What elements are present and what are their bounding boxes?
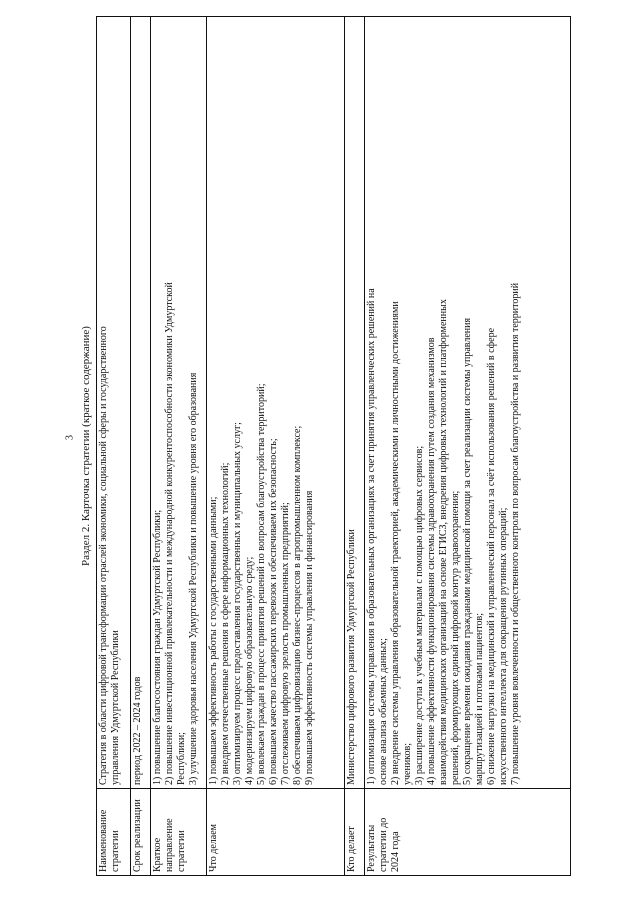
- row-value-cell: [345, 17, 365, 789]
- row-value-cell: [207, 17, 345, 789]
- row-value-line: Республики;: [176, 732, 187, 785]
- rotated-page-content: [70, 16, 570, 876]
- row-value-line: 5) сокращение времени ожидания гражданами медицинской помощи за счет реализации системы управления: [462, 317, 473, 785]
- section-title: Раздел 2. Карточка стратегии (краткое содержание): [80, 326, 92, 566]
- row-value-line: 2) внедрение системы управления образовательной траекторией, академическими и личностными достижениями: [390, 301, 401, 785]
- row-value-line: 9) повышаем эффективность системы управления и финансирования: [304, 490, 315, 785]
- row-value-line: 7) отслеживаем цифровую зрелость промышленных предприятий;: [280, 502, 291, 785]
- row-value-cell: [131, 17, 151, 789]
- row-value-line: решений, формирующих единый цифровой контур здравоохранения;: [450, 490, 461, 785]
- row-value-line: 4) повышение эффективности функционирования системы здравоохранения путем создания механизмов: [426, 337, 437, 785]
- row-value-line: Стратегия в области цифровой трансформации отраслей экономики, социальной сферы и государственного: [98, 326, 109, 785]
- row-label-line: стратегии: [110, 830, 121, 872]
- row-label-line: Кто делает: [346, 826, 357, 872]
- row-value-line: 6) снижение нагрузки на медицинский и управленческий персонал за счёт использования решений в сфере: [486, 327, 497, 785]
- row-label-line: Краткое: [152, 837, 163, 872]
- row-label-line: Что делаем: [208, 824, 219, 872]
- row-value-line: 2) внедряем отечественные решения в сфере информационных технологий;: [220, 462, 231, 785]
- row-value-line: учеников;: [402, 742, 413, 785]
- row-value-line: 6) повышаем качество пассажирских перевозок и обеспечиваем их безопасность;: [268, 438, 279, 785]
- row-value-line: 3) оптимизируем процесс предоставления государственных и муниципальных услуг;: [232, 422, 243, 785]
- row-label-line: направление: [164, 818, 175, 872]
- row-value-line: управления Удмуртской Республики: [110, 630, 121, 785]
- row-label-line: Результаты: [366, 824, 377, 872]
- row-label-line: Наименование: [98, 809, 109, 872]
- table-row: [365, 17, 571, 876]
- row-label-line: стратегии: [176, 830, 187, 872]
- row-value-line: 3) улучшение здоровья населения Удмуртской Республики и повышение уровня его образования: [188, 372, 199, 785]
- row-value-line: 4) модернизируем цифровую образовательную среду;: [244, 556, 255, 785]
- row-label-cell: [151, 789, 207, 876]
- row-value-line: 8) обеспечиваем цифровизацию бизнес-процессов в агропромышленном комплексе;: [292, 425, 303, 785]
- row-value-cell: [151, 17, 207, 789]
- page-number: 3: [64, 435, 76, 440]
- row-value-line: 5) вовлекаем граждан в процесс принятия решений по вопросам благоустройства территорий;: [256, 383, 267, 785]
- strategy-card-table: [96, 16, 571, 876]
- row-value-line: основе анализа обьемных данных;: [378, 638, 389, 785]
- row-label-cell: [345, 789, 365, 876]
- row-value-line: 1) повышение благосостояния граждан Удмуртской Республики;: [152, 509, 163, 785]
- table-row: [131, 17, 151, 876]
- row-value-line: Министерство цифрового развития Удмуртской Республики: [346, 529, 357, 785]
- row-value-line: 2) повышение инвестиционной привлекательности и международной конкурентоспособности экономики Удмуртской: [164, 282, 175, 785]
- row-label-cell: [365, 789, 571, 876]
- row-value-line: маршрутизацией и потоками пациентов;: [474, 612, 485, 785]
- row-value-line: 3) расширение доступа к учебным материалам с помощью цифровых сервисов;: [414, 445, 425, 785]
- row-value-line: взаимодействия медицинских организаций на основе ЕГИСЗ, внедрения цифровых технологий и платформенных: [438, 299, 449, 785]
- table-row: [151, 17, 207, 876]
- row-label-line: 2024 года: [390, 831, 401, 872]
- row-value-cell: [97, 17, 131, 789]
- table-row: [345, 17, 365, 876]
- row-value-line: 1) повышаем эффективность работы с государственными данными;: [208, 496, 219, 785]
- row-label-cell: [97, 789, 131, 876]
- row-value-line: период 2022 – 2024 годов: [132, 676, 143, 785]
- row-value-line: 1) оптимизация системы управления в образовательных организациях за счет принятия управленческих решений на: [366, 288, 377, 785]
- row-label-line: стратегии до: [378, 817, 389, 872]
- row-value-cell: [365, 17, 571, 789]
- row-label-cell: [131, 789, 151, 876]
- table-row: [207, 17, 345, 876]
- table-row: [97, 17, 131, 876]
- row-value-line: искусственного интеллекта для сокращения рутинных операций;: [498, 507, 509, 785]
- row-label-cell: [207, 789, 345, 876]
- row-value-line: 7) повышение уровня вовлеченности и общественного контроля по вопросам благоустройства и развития территорий: [510, 282, 521, 785]
- row-label-line: Срок реализации: [132, 799, 143, 872]
